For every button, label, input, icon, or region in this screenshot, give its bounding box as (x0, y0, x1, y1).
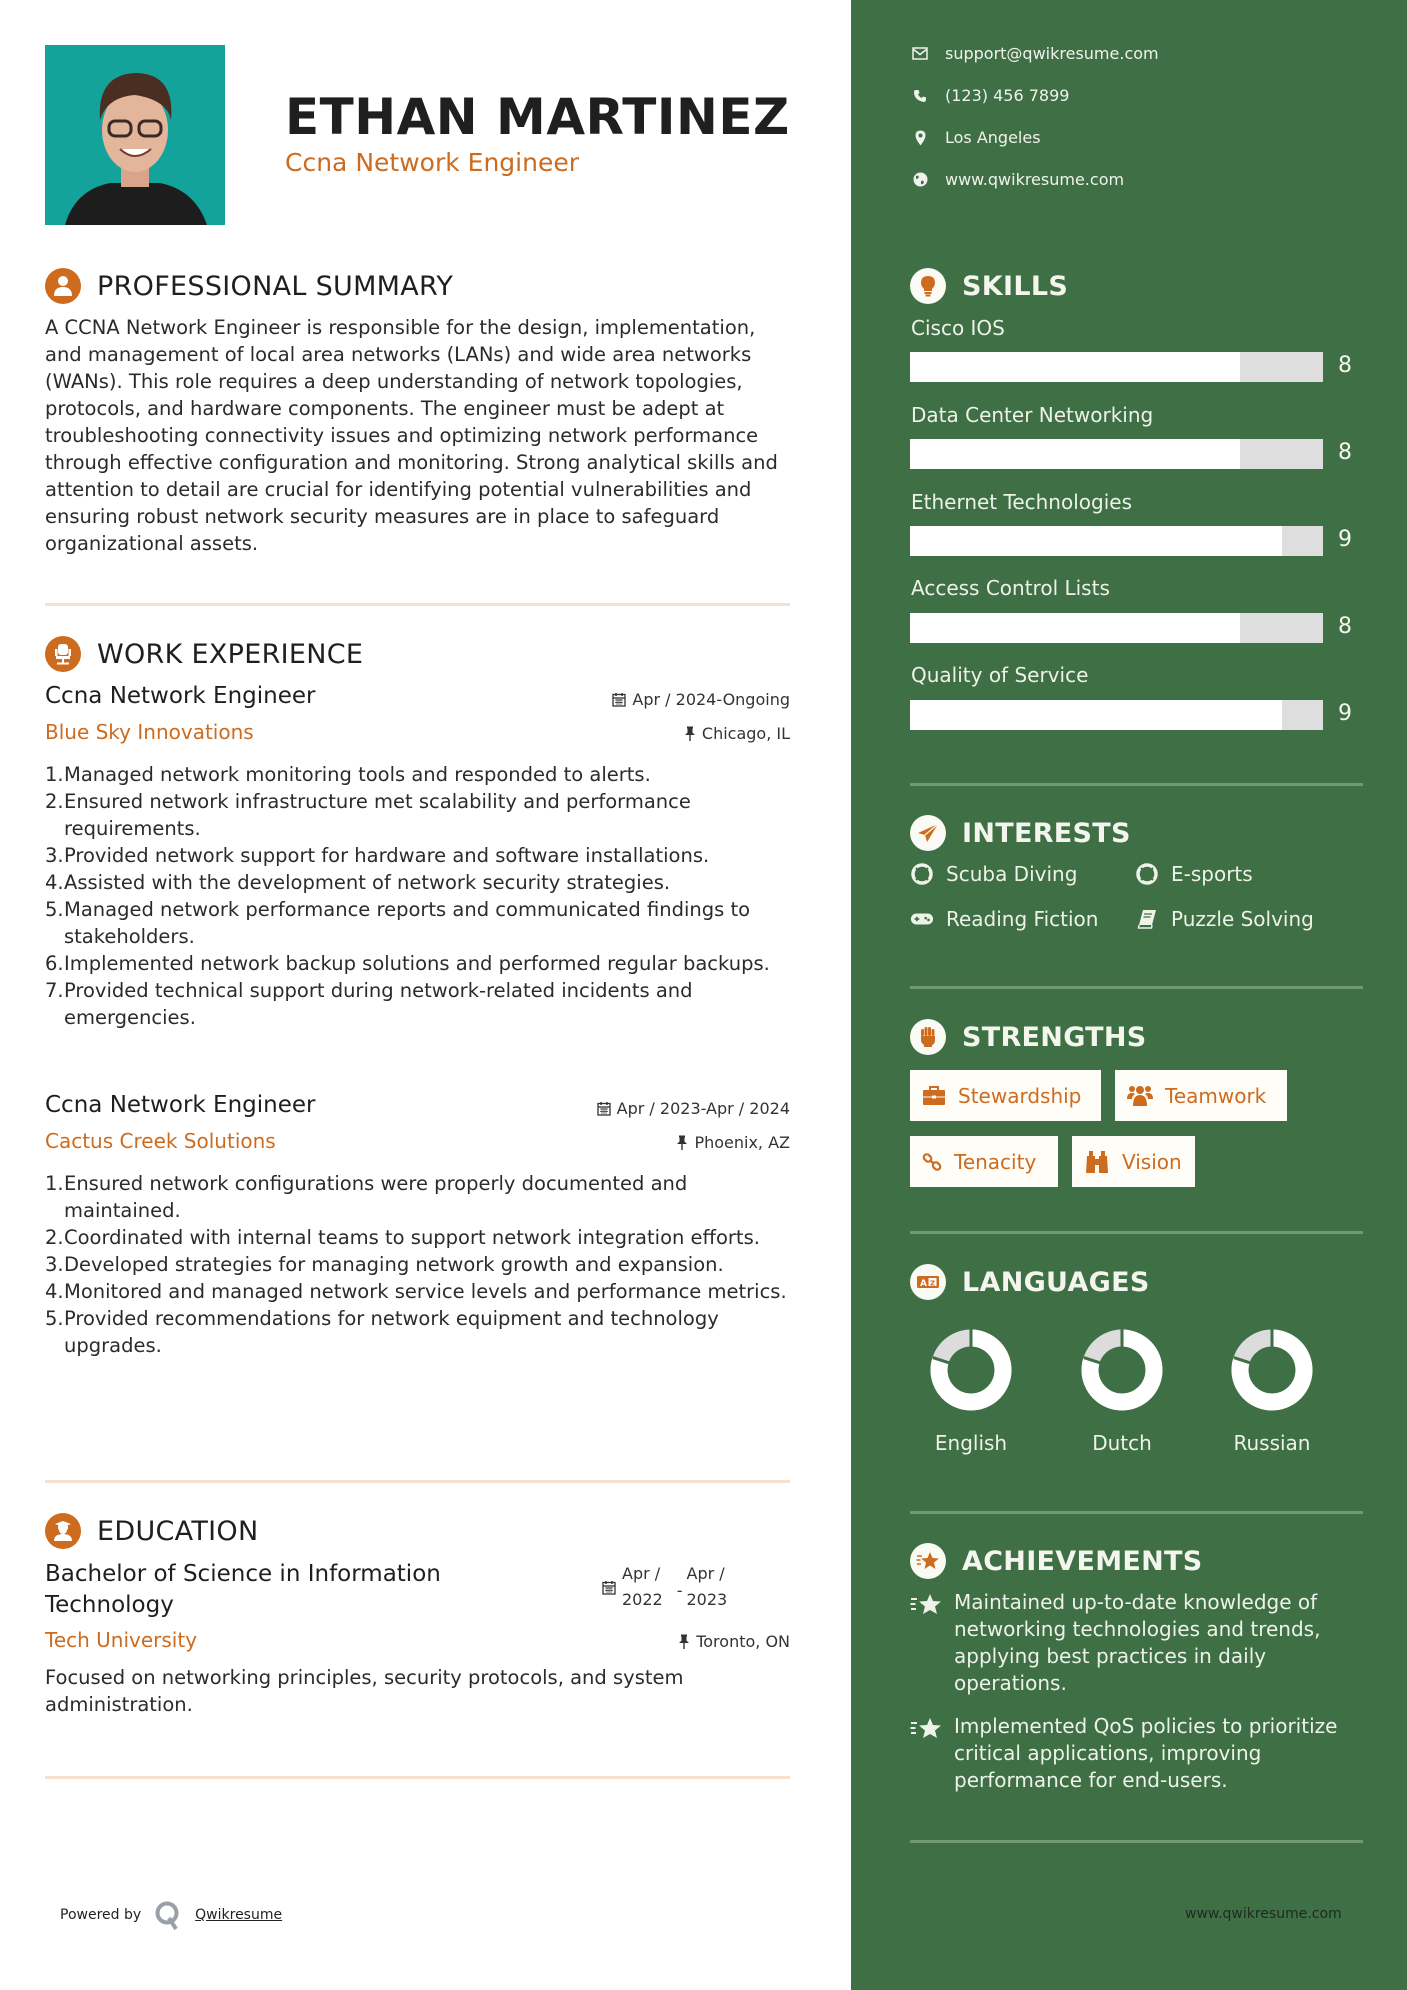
person-portrait-icon (45, 45, 225, 225)
divider (45, 603, 790, 606)
job-bullets (45, 1170, 795, 1359)
school-name: Tech University (45, 1628, 198, 1652)
envelope-icon (912, 47, 928, 60)
gamepad-icon (910, 911, 934, 927)
qwikresume-logo-icon (155, 1900, 181, 1930)
list-item: 6. Implemented network backup solutions and performed regular backups. (45, 952, 770, 975)
list-item: 2. Coordinated with internal teams to support network integration efforts. (45, 1226, 760, 1249)
job-dates: Apr / 2024-Ongoing (612, 690, 790, 709)
divider (910, 1511, 1363, 1514)
footer-website-link[interactable]: www.qwikresume.com (1185, 1906, 1342, 1922)
donut-chart-icon (1230, 1328, 1314, 1412)
skill-bar-fill (910, 526, 1282, 556)
education-section-heading (45, 1513, 258, 1549)
skill-label: Quality of Service (911, 663, 1089, 687)
skill-bar (910, 439, 1323, 469)
binoculars-icon (1084, 1150, 1110, 1174)
user-icon (45, 268, 81, 304)
users-icon (1127, 1084, 1153, 1108)
skill-bar (910, 526, 1323, 556)
language-label: English (934, 1431, 1008, 1455)
skills-section-heading (910, 268, 1068, 304)
list-item: 5. Provided recommendations for network equipment and technology upgrades. (45, 1307, 719, 1357)
svg-text:A: A (920, 1279, 927, 1289)
strengths-section-heading (910, 1019, 1147, 1055)
powered-by: Powered by Qwikresume (60, 1900, 282, 1930)
svg-text:Z: Z (930, 1279, 936, 1288)
skill-label: Data Center Networking (911, 403, 1154, 427)
language-label: Russian (1233, 1431, 1311, 1455)
education-location: Toronto, ON (678, 1632, 790, 1651)
job-title: Ccna Network Engineer (45, 683, 316, 709)
interest-item: Puzzle Solving (1135, 907, 1314, 931)
skill-bar-fill (910, 352, 1240, 382)
skill-label: Access Control Lists (911, 576, 1110, 600)
translate-icon (910, 1264, 946, 1300)
strength-tag: Stewardship (910, 1070, 1101, 1121)
list-item: 4. Monitored and managed network service levels and performance metrics. (45, 1280, 787, 1303)
contact-website[interactable]: www.qwikresume.com (910, 170, 1124, 189)
work-section-heading (45, 636, 363, 672)
job-location: Phoenix, AZ (676, 1133, 790, 1152)
education-heading: EDUCATION (97, 1515, 259, 1547)
summary-heading: PROFESSIONAL SUMMARY (97, 270, 454, 302)
lightbulb-icon (910, 268, 946, 304)
candidate-name: ETHAN MARTINEZ (285, 88, 790, 146)
skill-bar (910, 352, 1323, 382)
education-description: Focused on networking principles, security protocols, and system administration. (45, 1666, 684, 1716)
job-location: Chicago, IL (684, 724, 790, 743)
languages-section-heading (910, 1264, 1150, 1300)
list-item: 7. Provided technical support during network-related incidents and emergencies. (45, 979, 693, 1029)
achievement-item: Maintained up-to-date knowledge of networking technologies and trends, applying best practices in daily operations. (910, 1589, 1360, 1697)
shooting-star-icon (910, 1592, 942, 1618)
job-bullets (45, 761, 795, 1031)
shooting-star-icon (910, 1716, 942, 1742)
skill-value: 9 (1338, 701, 1352, 726)
skill-value: 8 (1338, 614, 1352, 639)
pushpin-icon (684, 726, 696, 741)
degree-title: Bachelor of Science in Information Technology (45, 1561, 441, 1618)
phone-icon (913, 89, 927, 103)
education-dates: Apr / 2022 - Apr / 2023 (602, 1561, 727, 1613)
divider (910, 1840, 1363, 1843)
donut-chart-icon (929, 1328, 1013, 1412)
candidate-title: Ccna Network Engineer (285, 148, 579, 177)
life-ring-icon (1136, 863, 1158, 885)
skill-bar-fill (910, 700, 1282, 730)
donut-chart-icon (1080, 1328, 1164, 1412)
shooting-star-icon (910, 1543, 946, 1579)
list-item: 4. Assisted with the development of network security strategies. (45, 871, 671, 894)
book-icon (1137, 909, 1157, 929)
divider (910, 986, 1363, 989)
job-dates: Apr / 2023-Apr / 2024 (597, 1099, 790, 1118)
briefcase-icon (922, 1086, 946, 1106)
contact-phone[interactable]: (123) 456 7899 (910, 86, 1069, 105)
calendar-icon (612, 692, 626, 707)
skill-label: Ethernet Technologies (911, 490, 1132, 514)
work-heading: WORK EXPERIENCE (97, 638, 364, 670)
education-start: Apr / 2022 (622, 1564, 663, 1609)
language-proficiency-donut (929, 1328, 1013, 1416)
graduate-icon (45, 1513, 81, 1549)
divider (910, 1231, 1363, 1234)
list-item: 1. Managed network monitoring tools and responded to alerts. (45, 763, 651, 786)
divider (45, 1776, 790, 1779)
skill-value: 8 (1338, 440, 1352, 465)
skill-value: 8 (1338, 353, 1352, 378)
contact-email[interactable]: support@qwikresume.com (910, 44, 1159, 63)
interest-item: Reading Fiction (910, 907, 1098, 931)
paper-plane-icon (910, 815, 946, 851)
achievement-item: Implemented QoS policies to prioritize critical applications, improving performance for end-users. (910, 1713, 1360, 1794)
interests-section-heading (910, 815, 1131, 851)
calendar-icon (602, 1580, 616, 1595)
calendar-icon (597, 1101, 611, 1116)
qwikresume-link[interactable]: Qwikresume (195, 1907, 283, 1923)
interest-item: Scuba Diving (910, 862, 1077, 886)
link-icon (922, 1152, 942, 1172)
globe-icon (913, 172, 928, 187)
divider (910, 783, 1363, 786)
profile-photo (45, 45, 225, 225)
fist-icon (910, 1019, 946, 1055)
languages-heading: LANGUAGES (962, 1266, 1150, 1298)
list-item: 3. Provided network support for hardware and software installations. (45, 844, 710, 867)
language-proficiency-donut (1080, 1328, 1164, 1416)
interest-item: E-sports (1135, 862, 1253, 886)
strengths-heading: STRENGTHS (962, 1021, 1147, 1053)
strength-tag: Teamwork (1115, 1070, 1287, 1121)
achievements-heading: ACHIEVEMENTS (962, 1545, 1203, 1577)
interests-heading: INTERESTS (962, 817, 1131, 849)
strength-tag: Vision (1072, 1136, 1195, 1187)
list-item: 2. Ensured network infrastructure met scalability and performance requirements. (45, 790, 691, 840)
education-end: Apr / 2023 (686, 1564, 728, 1609)
summary-section-heading (45, 268, 453, 304)
company-name: Cactus Creek Solutions (45, 1129, 276, 1153)
summary-text: A CCNA Network Engineer is responsible for the design, implementation, and management of local area networks (LANs) and wide area networks (WANs). This role requires a deep understanding of network topologies, protocols, and hardware components. The engineer must be adept at troubleshooting connectivity issues and optimizing network performance through effective configuration and monitoring. Strong analytical skills and attention to detail are crucial for identifying potential vulnerabilities and ensuring robust network security measures are in place to safeguard organizational assets. (45, 316, 778, 555)
skill-value: 9 (1338, 527, 1352, 552)
skill-bar-fill (910, 439, 1240, 469)
language-label: Dutch (1092, 1431, 1152, 1455)
divider (45, 1480, 790, 1483)
skill-label: Cisco IOS (911, 316, 1005, 340)
life-ring-icon (911, 863, 933, 885)
achievements-section-heading (910, 1543, 1203, 1579)
list-item: 1. Ensured network configurations were properly documented and maintained. (45, 1172, 688, 1222)
skill-bar (910, 613, 1323, 643)
skill-bar-fill (910, 613, 1240, 643)
strength-tag: Tenacity (910, 1136, 1058, 1187)
company-name: Blue Sky Innovations (45, 720, 254, 744)
contact-location: Los Angeles (910, 128, 1041, 147)
skill-bar (910, 700, 1323, 730)
job-title: Ccna Network Engineer (45, 1092, 316, 1118)
list-item: 5. Managed network performance reports and communicated findings to stakeholders. (45, 898, 751, 948)
office-chair-icon (45, 636, 81, 672)
skills-heading: SKILLS (962, 270, 1069, 302)
pushpin-icon (676, 1135, 688, 1150)
language-proficiency-donut (1230, 1328, 1314, 1416)
pushpin-icon (678, 1634, 690, 1649)
list-item: 3. Developed strategies for managing network growth and expansion. (45, 1253, 724, 1276)
map-marker-icon (915, 130, 926, 146)
